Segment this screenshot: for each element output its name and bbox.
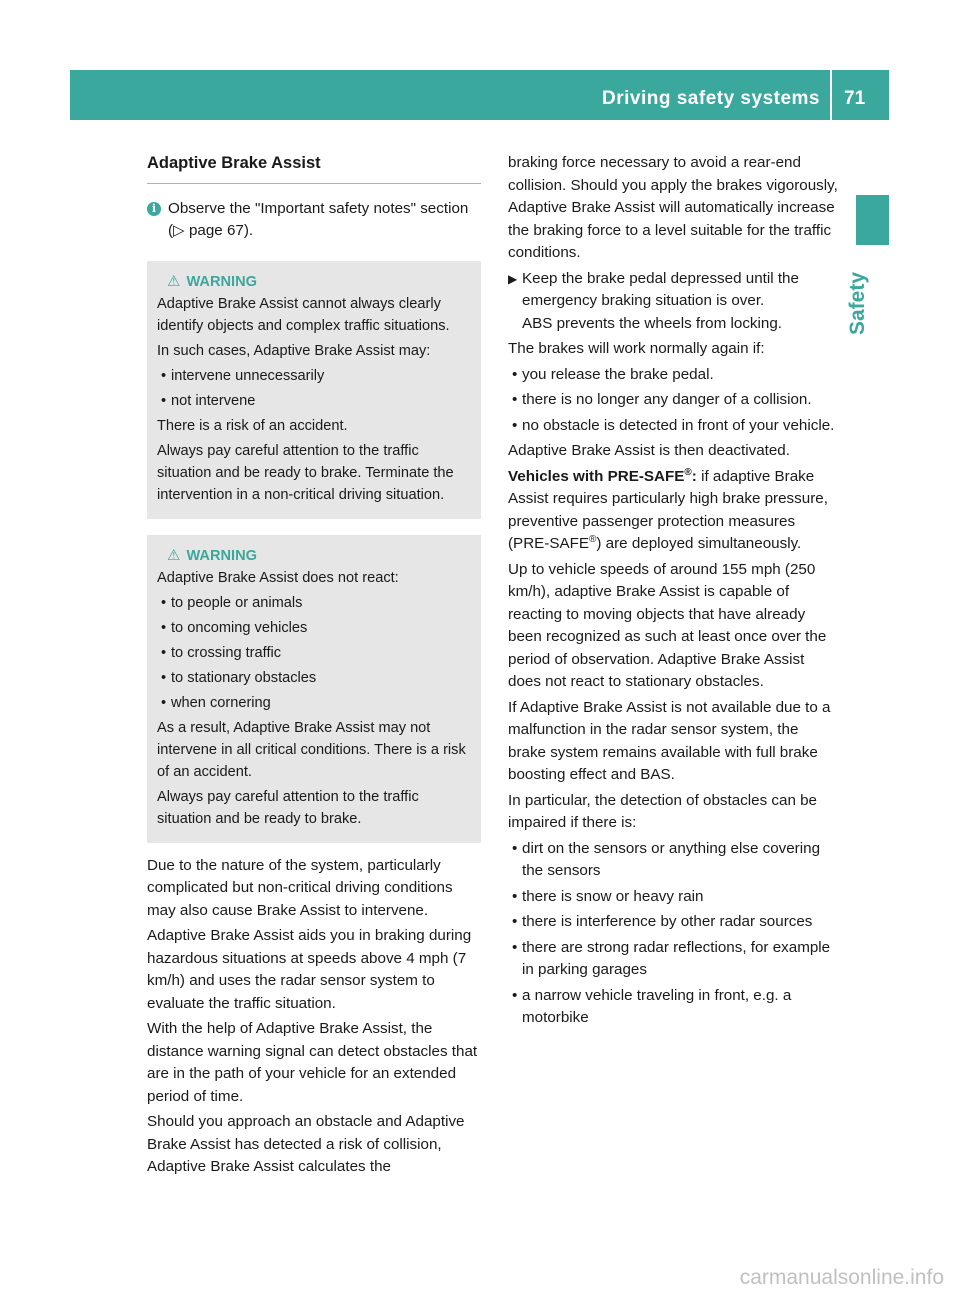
body-paragraph: The brakes will work normally again if: (508, 340, 765, 357)
warning-header (157, 271, 471, 293)
right-column (508, 152, 838, 1033)
info-note-text: Observe the "Important safety notes" section (▷ page 67). (168, 199, 469, 239)
presafe-label: Vehicles with PRE-SAFE (508, 467, 685, 485)
warning-triangle-icon: ⚠ (167, 546, 181, 564)
list-item: • when cornering (157, 692, 471, 714)
info-icon: i (147, 202, 161, 216)
list-item: • dirt on the sensors or anything else covering the sensors (508, 838, 838, 883)
registered-mark: ® (684, 466, 692, 478)
instruction-text (522, 268, 838, 336)
registered-mark: ® (589, 533, 597, 545)
warning-list (157, 365, 471, 412)
presafe-text: if adaptive Brake Assist requires particularly high brake pressure, preventive passenger protection measures (PRE-SAFE (508, 467, 828, 552)
warning-text: Always pay careful attention to the traffic situation and be ready to brake. (157, 788, 419, 827)
side-tab-label: Safety (846, 271, 869, 335)
header-divider (830, 70, 832, 120)
step-text: Keep the brake pedal depressed until the emergency braking situation is over. (522, 269, 799, 309)
presafe-paragraph (508, 466, 838, 556)
section-heading: Adaptive Brake Assist (147, 152, 481, 184)
info-note (147, 198, 481, 243)
presafe-text-end: ) are deployed simultaneously. (596, 535, 802, 552)
page-number: 71 (844, 88, 866, 109)
body-paragraph: Up to vehicle speeds of around 155 mph (250 km/h), adaptive Brake Assist is capable of reacting to moving objects that have already been recognized as such at least once over the period of observation. Adaptive Brake Assist does not react to stationary obstacles. (508, 560, 827, 690)
warning-header (157, 545, 471, 567)
impairment-list (508, 838, 838, 1030)
body-paragraph: With the help of Adaptive Brake Assist, the distance warning signal can detect obstacles that are in the path of your vehicle for an extended period of time. (147, 1020, 478, 1105)
body-paragraph: Adaptive Brake Assist is then deactivated. (508, 442, 790, 459)
body-paragraph: Due to the nature of the system, particularly complicated but non-critical driving conditions may also cause Brake Assist to intervene. (147, 856, 453, 919)
presafe-colon: : (691, 467, 697, 485)
list-item: • a narrow vehicle traveling in front, e.g. a motorbike (508, 985, 838, 1030)
warning-title: WARNING (186, 273, 257, 290)
warning-list (157, 592, 471, 714)
warning-triangle-icon: ⚠ (167, 272, 181, 290)
list-item: • not intervene (157, 390, 471, 412)
list-item: • to crossing traffic (157, 642, 471, 664)
list-item: • there is snow or heavy rain (508, 886, 838, 909)
list-item: • there is interference by other radar sources (508, 911, 838, 934)
list-item: • you release the brake pedal. (508, 364, 838, 387)
list-item: • there is no longer any danger of a collision. (508, 389, 838, 412)
list-item: • no obstacle is detected in front of your vehicle. (508, 415, 838, 438)
step-arrow-icon: ▶ (508, 271, 518, 286)
body-paragraph: braking force necessary to avoid a rear-end collision. Should you apply the brakes vigorously, Adaptive Brake Assist will automatically increase the braking force to a level suitable for the traffic conditions. (508, 154, 838, 261)
chapter-title: Driving safety systems (602, 88, 820, 109)
body-paragraph: Should you approach an obstacle and Adaptive Brake Assist has detected a risk of collision, Adaptive Brake Assist calculates the (147, 1113, 465, 1175)
list-item: • to oncoming vehicles (157, 617, 471, 639)
warning-text: Adaptive Brake Assist does not react: (157, 569, 399, 586)
watermark: carmanualsonline.info (739, 1266, 944, 1289)
step-result: ABS prevents the wheels from locking. (522, 314, 782, 332)
normal-conditions-list (508, 364, 838, 438)
body-paragraph: If Adaptive Brake Assist is not available due to a malfunction in the radar sensor system, the brake system remains available with full brake boosting effect and BAS. (508, 698, 831, 783)
warning-title: WARNING (186, 547, 257, 564)
list-item: • intervene unnecessarily (157, 365, 471, 387)
list-item: • to stationary obstacles (157, 667, 471, 689)
warning-text: Adaptive Brake Assist cannot always clearly identify objects and complex traffic situations. (157, 295, 450, 334)
list-item: • there are strong radar reflections, for example in parking garages (508, 937, 838, 982)
instruction-step (508, 268, 838, 336)
warning-text: There is a risk of an accident. (157, 417, 348, 434)
left-column (147, 152, 481, 1182)
warning-text: As a result, Adaptive Brake Assist may not intervene in all critical conditions. There is a risk of an accident. (157, 719, 466, 780)
body-paragraph: Adaptive Brake Assist aids you in braking during hazardous situations at speeds above 4 mph (7 km/h) and uses the radar sensor system to evaluate the traffic situation. (147, 927, 472, 1012)
warning-text: In such cases, Adaptive Brake Assist may: (157, 342, 431, 359)
list-item: • to people or animals (157, 592, 471, 614)
body-paragraph: In particular, the detection of obstacles can be impaired if there is: (508, 791, 818, 831)
warning-text: Always pay careful attention to the traffic situation and be ready to brake. Terminate the intervention in a non-critical driving situation. (157, 442, 454, 503)
warning-box-2 (147, 535, 481, 843)
warning-box-1 (147, 261, 481, 519)
side-tab-marker (856, 195, 889, 245)
